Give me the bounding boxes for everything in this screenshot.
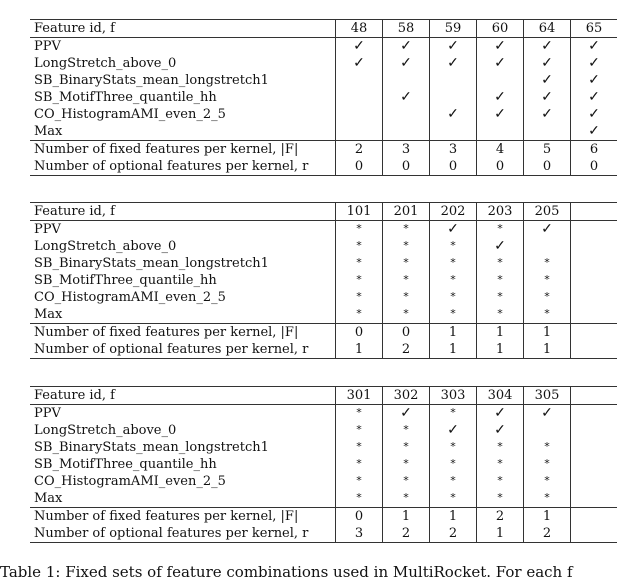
optional-asterisk: * <box>336 490 383 508</box>
value-cell <box>571 387 618 405</box>
empty-cell <box>430 123 477 141</box>
optional-asterisk: * <box>524 289 571 306</box>
value-cell: 1 <box>383 508 430 526</box>
value-cell: 1 <box>524 508 571 526</box>
feature-row <box>30 306 617 324</box>
empty-cell <box>336 106 383 123</box>
optional-asterisk: * <box>477 289 524 306</box>
value-cell: 59 <box>430 20 477 38</box>
row-label: LongStretch_above_0 <box>34 56 177 71</box>
empty-cell <box>571 405 618 423</box>
check-mark: ✓ <box>383 405 430 423</box>
optional-asterisk: * <box>477 306 524 324</box>
check-mark: ✓ <box>571 89 618 106</box>
value-cell: 58 <box>383 20 430 38</box>
optional-asterisk: * <box>336 289 383 306</box>
empty-cell <box>571 439 618 456</box>
optional-asterisk: * <box>524 490 571 508</box>
value-cell: 0 <box>383 324 430 342</box>
empty-cell <box>571 272 618 289</box>
header-row <box>30 20 617 38</box>
check-mark: ✓ <box>524 38 571 56</box>
optional-asterisk: * <box>477 272 524 289</box>
value-cell: 1 <box>477 341 524 359</box>
check-mark: ✓ <box>571 55 618 72</box>
feature-row <box>30 422 617 439</box>
value-cell: 0 <box>336 324 383 342</box>
optional-asterisk: * <box>336 422 383 439</box>
check-mark: ✓ <box>336 55 383 72</box>
feature-row <box>30 473 617 490</box>
value-cell: 201 <box>383 203 430 221</box>
feature-row <box>30 89 617 106</box>
empty-cell <box>383 123 430 141</box>
value-cell: 0 <box>430 158 477 176</box>
optional-asterisk: * <box>383 473 430 490</box>
value-cell: 2 <box>430 525 477 543</box>
value-cell: 0 <box>383 158 430 176</box>
value-cell: 5 <box>524 141 571 159</box>
value-cell: 65 <box>571 20 618 38</box>
optional-asterisk: * <box>524 456 571 473</box>
feature-row <box>30 123 617 141</box>
empty-cell <box>571 255 618 272</box>
optional-asterisk: * <box>524 473 571 490</box>
optional-asterisk: * <box>383 221 430 239</box>
optional-asterisk: * <box>477 221 524 239</box>
optional-asterisk: * <box>383 456 430 473</box>
value-cell: 2 <box>524 525 571 543</box>
optional-asterisk: * <box>430 439 477 456</box>
optional-count-row <box>30 158 617 176</box>
value-cell: 2 <box>383 341 430 359</box>
optional-asterisk: * <box>430 473 477 490</box>
row-label: Number of fixed features per kernel, |F| <box>30 508 336 526</box>
optional-asterisk: * <box>430 405 477 423</box>
value-cell: 1 <box>430 341 477 359</box>
row-label: SB_BinaryStats_mean_longstretch1 <box>34 73 269 88</box>
value-cell: 2 <box>383 525 430 543</box>
header-row <box>30 387 617 405</box>
value-cell: 0 <box>524 158 571 176</box>
optional-count-row <box>30 341 617 359</box>
feature-table-3 <box>30 386 617 543</box>
check-mark: ✓ <box>430 38 477 56</box>
check-mark: ✓ <box>571 123 618 141</box>
optional-asterisk: * <box>336 473 383 490</box>
value-cell: 6 <box>571 141 618 159</box>
check-mark: ✓ <box>336 38 383 56</box>
value-cell: 0 <box>336 508 383 526</box>
empty-cell <box>383 72 430 89</box>
check-mark: ✓ <box>477 422 524 439</box>
value-cell: 304 <box>477 387 524 405</box>
value-cell: 303 <box>430 387 477 405</box>
fixed-count-row <box>30 508 617 526</box>
row-label: Feature id, f <box>30 387 336 405</box>
feature-row <box>30 72 617 89</box>
check-mark: ✓ <box>571 38 618 56</box>
check-mark: ✓ <box>524 55 571 72</box>
table-caption: Table 1: Fixed sets of feature combinations used in MultiRocket. For each f <box>0 563 573 581</box>
value-cell: 305 <box>524 387 571 405</box>
optional-asterisk: * <box>336 405 383 423</box>
row-label: Number of optional features per kernel, r <box>30 158 336 176</box>
value-cell: 4 <box>477 141 524 159</box>
row-label: Max <box>34 124 63 139</box>
fixed-count-row <box>30 324 617 342</box>
row-label: Number of optional features per kernel, r <box>30 341 336 359</box>
check-mark: ✓ <box>383 38 430 56</box>
check-mark: ✓ <box>477 38 524 56</box>
optional-asterisk: * <box>383 238 430 255</box>
optional-asterisk: * <box>336 272 383 289</box>
empty-cell <box>430 89 477 106</box>
value-cell: 3 <box>430 141 477 159</box>
empty-cell <box>524 422 571 439</box>
check-mark: ✓ <box>571 106 618 123</box>
empty-cell <box>571 490 618 508</box>
empty-cell <box>571 473 618 490</box>
check-mark: ✓ <box>477 405 524 423</box>
check-mark: ✓ <box>430 221 477 239</box>
empty-cell <box>571 306 618 324</box>
feature-row <box>30 38 617 56</box>
row-label: SB_MotifThree_quantile_hh <box>34 457 217 472</box>
value-cell: 0 <box>477 158 524 176</box>
row-label: CO_HistogramAMI_even_2_5 <box>34 474 226 489</box>
optional-asterisk: * <box>430 306 477 324</box>
value-cell: 101 <box>336 203 383 221</box>
value-cell: 0 <box>336 158 383 176</box>
optional-asterisk: * <box>430 238 477 255</box>
value-cell: 2 <box>336 141 383 159</box>
value-cell: 302 <box>383 387 430 405</box>
feature-row <box>30 255 617 272</box>
empty-cell <box>524 123 571 141</box>
optional-asterisk: * <box>477 439 524 456</box>
feature-table-2 <box>30 202 617 359</box>
value-cell <box>571 324 618 342</box>
row-label: LongStretch_above_0 <box>34 423 177 438</box>
feature-row <box>30 289 617 306</box>
check-mark: ✓ <box>524 405 571 423</box>
check-mark: ✓ <box>383 89 430 106</box>
optional-asterisk: * <box>383 490 430 508</box>
row-label: LongStretch_above_0 <box>34 239 177 254</box>
empty-cell <box>571 456 618 473</box>
value-cell: 1 <box>336 341 383 359</box>
value-cell: 60 <box>477 20 524 38</box>
optional-asterisk: * <box>524 306 571 324</box>
row-label: PPV <box>34 39 61 54</box>
row-label: PPV <box>34 222 61 237</box>
optional-asterisk: * <box>336 221 383 239</box>
value-cell: 3 <box>336 525 383 543</box>
optional-asterisk: * <box>336 439 383 456</box>
optional-asterisk: * <box>524 272 571 289</box>
optional-asterisk: * <box>336 306 383 324</box>
row-label: CO_HistogramAMI_even_2_5 <box>34 290 226 305</box>
optional-asterisk: * <box>524 255 571 272</box>
row-label: Number of fixed features per kernel, |F| <box>30 324 336 342</box>
optional-asterisk: * <box>336 238 383 255</box>
feature-row <box>30 439 617 456</box>
value-cell: 1 <box>524 324 571 342</box>
value-cell: 48 <box>336 20 383 38</box>
optional-asterisk: * <box>383 289 430 306</box>
optional-asterisk: * <box>383 272 430 289</box>
value-cell: 1 <box>430 324 477 342</box>
optional-asterisk: * <box>477 490 524 508</box>
empty-cell <box>571 238 618 255</box>
row-label: Max <box>34 491 63 506</box>
row-label: Number of fixed features per kernel, |F| <box>30 141 336 159</box>
value-cell: 301 <box>336 387 383 405</box>
check-mark: ✓ <box>477 106 524 123</box>
optional-asterisk: * <box>383 422 430 439</box>
empty-cell <box>336 123 383 141</box>
optional-count-row <box>30 525 617 543</box>
value-cell: 2 <box>477 508 524 526</box>
row-label: SB_MotifThree_quantile_hh <box>34 273 217 288</box>
feature-row <box>30 55 617 72</box>
row-label: Feature id, f <box>30 20 336 38</box>
feature-row <box>30 490 617 508</box>
optional-asterisk: * <box>430 272 477 289</box>
fixed-count-row <box>30 141 617 159</box>
value-cell: 203 <box>477 203 524 221</box>
feature-table-1 <box>30 19 617 176</box>
header-row <box>30 203 617 221</box>
check-mark: ✓ <box>524 106 571 123</box>
row-label: Number of optional features per kernel, r <box>30 525 336 543</box>
value-cell: 1 <box>477 525 524 543</box>
value-cell <box>571 341 618 359</box>
row-label: SB_BinaryStats_mean_longstretch1 <box>34 440 269 455</box>
optional-asterisk: * <box>430 289 477 306</box>
row-label: Max <box>34 307 63 322</box>
feature-row <box>30 456 617 473</box>
optional-asterisk: * <box>524 439 571 456</box>
empty-cell <box>383 106 430 123</box>
value-cell <box>571 508 618 526</box>
check-mark: ✓ <box>383 55 430 72</box>
value-cell <box>571 203 618 221</box>
check-mark: ✓ <box>430 106 477 123</box>
feature-row <box>30 272 617 289</box>
value-cell: 64 <box>524 20 571 38</box>
optional-asterisk: * <box>336 255 383 272</box>
value-cell: 1 <box>524 341 571 359</box>
optional-asterisk: * <box>430 255 477 272</box>
optional-asterisk: * <box>430 456 477 473</box>
check-mark: ✓ <box>477 89 524 106</box>
optional-asterisk: * <box>477 255 524 272</box>
row-label: CO_HistogramAMI_even_2_5 <box>34 107 226 122</box>
optional-asterisk: * <box>430 490 477 508</box>
value-cell: 3 <box>383 141 430 159</box>
row-label: PPV <box>34 406 61 421</box>
optional-asterisk: * <box>477 473 524 490</box>
empty-cell <box>336 89 383 106</box>
empty-cell <box>477 123 524 141</box>
empty-cell <box>430 72 477 89</box>
feature-row <box>30 405 617 423</box>
value-cell: 1 <box>430 508 477 526</box>
value-cell: 1 <box>477 324 524 342</box>
check-mark: ✓ <box>571 72 618 89</box>
check-mark: ✓ <box>524 89 571 106</box>
check-mark: ✓ <box>524 72 571 89</box>
value-cell <box>571 525 618 543</box>
empty-cell <box>477 72 524 89</box>
optional-asterisk: * <box>336 456 383 473</box>
empty-cell <box>571 289 618 306</box>
optional-asterisk: * <box>383 255 430 272</box>
empty-cell <box>336 72 383 89</box>
row-label: SB_MotifThree_quantile_hh <box>34 90 217 105</box>
check-mark: ✓ <box>524 221 571 239</box>
empty-cell <box>571 221 618 239</box>
check-mark: ✓ <box>430 422 477 439</box>
feature-row <box>30 238 617 255</box>
optional-asterisk: * <box>477 456 524 473</box>
check-mark: ✓ <box>477 238 524 255</box>
value-cell: 205 <box>524 203 571 221</box>
optional-asterisk: * <box>383 306 430 324</box>
empty-cell <box>524 238 571 255</box>
optional-asterisk: * <box>383 439 430 456</box>
empty-cell <box>571 422 618 439</box>
value-cell: 202 <box>430 203 477 221</box>
feature-row <box>30 221 617 239</box>
check-mark: ✓ <box>477 55 524 72</box>
feature-row <box>30 106 617 123</box>
value-cell: 0 <box>571 158 618 176</box>
check-mark: ✓ <box>430 55 477 72</box>
row-label: Feature id, f <box>30 203 336 221</box>
row-label: SB_BinaryStats_mean_longstretch1 <box>34 256 269 271</box>
